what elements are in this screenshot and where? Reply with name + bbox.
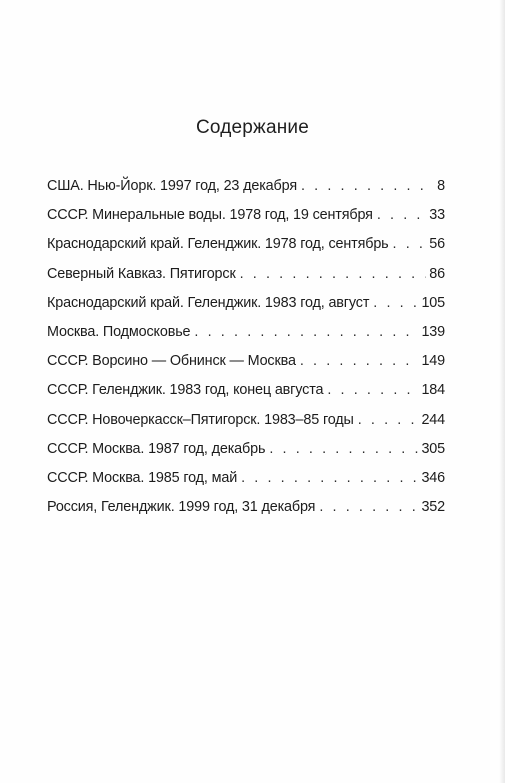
- toc-page-number: 8: [437, 178, 445, 194]
- toc-dot-leader: [301, 172, 434, 201]
- toc-entry-title: Краснодарский край. Геленджик. 1983 год, август: [47, 294, 370, 311]
- toc-entry: [47, 464, 445, 493]
- toc-page-number: 105: [421, 294, 445, 311]
- toc-page-number: 86: [429, 265, 445, 282]
- toc-page-number: 352: [421, 499, 445, 516]
- toc-entry: [47, 376, 445, 405]
- toc-dot-leader: [269, 435, 418, 464]
- toc-page-number: 346: [421, 469, 445, 486]
- toc-dot-leader: [300, 347, 419, 376]
- toc-entry: [47, 493, 445, 522]
- toc-page-number: 139: [421, 323, 445, 340]
- toc-dot-leader: [377, 201, 426, 230]
- toc-entry: [47, 230, 445, 259]
- toc-page-number: 149: [421, 353, 445, 370]
- toc-dot-leader: [373, 289, 418, 318]
- toc-entry-title: СССР. Минеральные воды. 1978 год, 19 сентября: [47, 207, 373, 224]
- toc-entry-title: Москва. Подмосковье: [47, 323, 191, 340]
- toc-dot-leader: [241, 464, 418, 493]
- toc-dot-leader: [240, 260, 427, 289]
- toc-dot-leader: [358, 406, 419, 435]
- toc-entry: [47, 172, 445, 201]
- toc-page-number: 244: [421, 411, 445, 428]
- toc-entry-title: СССР. Москва. 1987 год, декабрь: [47, 440, 266, 457]
- toc-entry: [47, 347, 445, 376]
- toc-entry: [47, 435, 445, 464]
- toc-entry: [47, 406, 445, 435]
- toc-entry-title: СССР. Ворсино — Обнинск — Москва: [47, 353, 296, 370]
- toc-entry-title: Краснодарский край. Геленджик. 1978 год, сентябрь: [47, 236, 389, 253]
- toc-entry: [47, 289, 445, 318]
- toc-page-number: 56: [429, 236, 445, 253]
- toc-entry: [47, 318, 445, 347]
- toc-dot-leader: [194, 318, 418, 347]
- toc-page-number: 305: [421, 440, 445, 457]
- toc-page-number: 33: [429, 207, 445, 224]
- toc-dot-leader: [319, 493, 418, 522]
- toc-entry: [47, 260, 445, 289]
- toc-entry-title: Россия, Геленджик. 1999 год, 31 декабря: [47, 499, 316, 516]
- toc-page-number: 184: [421, 382, 445, 399]
- toc-dot-leader: [327, 376, 418, 405]
- table-of-contents: [47, 172, 445, 522]
- toc-entry-title: Северный Кавказ. Пятигорск: [47, 265, 236, 282]
- toc-entry-title: СССР. Новочеркасск–Пятигорск. 1983–85 годы: [47, 411, 354, 428]
- toc-dot-leader: [393, 230, 427, 259]
- toc-entry: [47, 201, 445, 230]
- toc-entry-title: СССР. Геленджик. 1983 год, конец августа: [47, 382, 324, 399]
- toc-entry-title: США. Нью-Йорк. 1997 год, 23 декабря: [47, 178, 297, 194]
- contents-heading: Содержание: [195, 117, 310, 138]
- toc-entry-title: СССР. Москва. 1985 год, май: [47, 469, 238, 486]
